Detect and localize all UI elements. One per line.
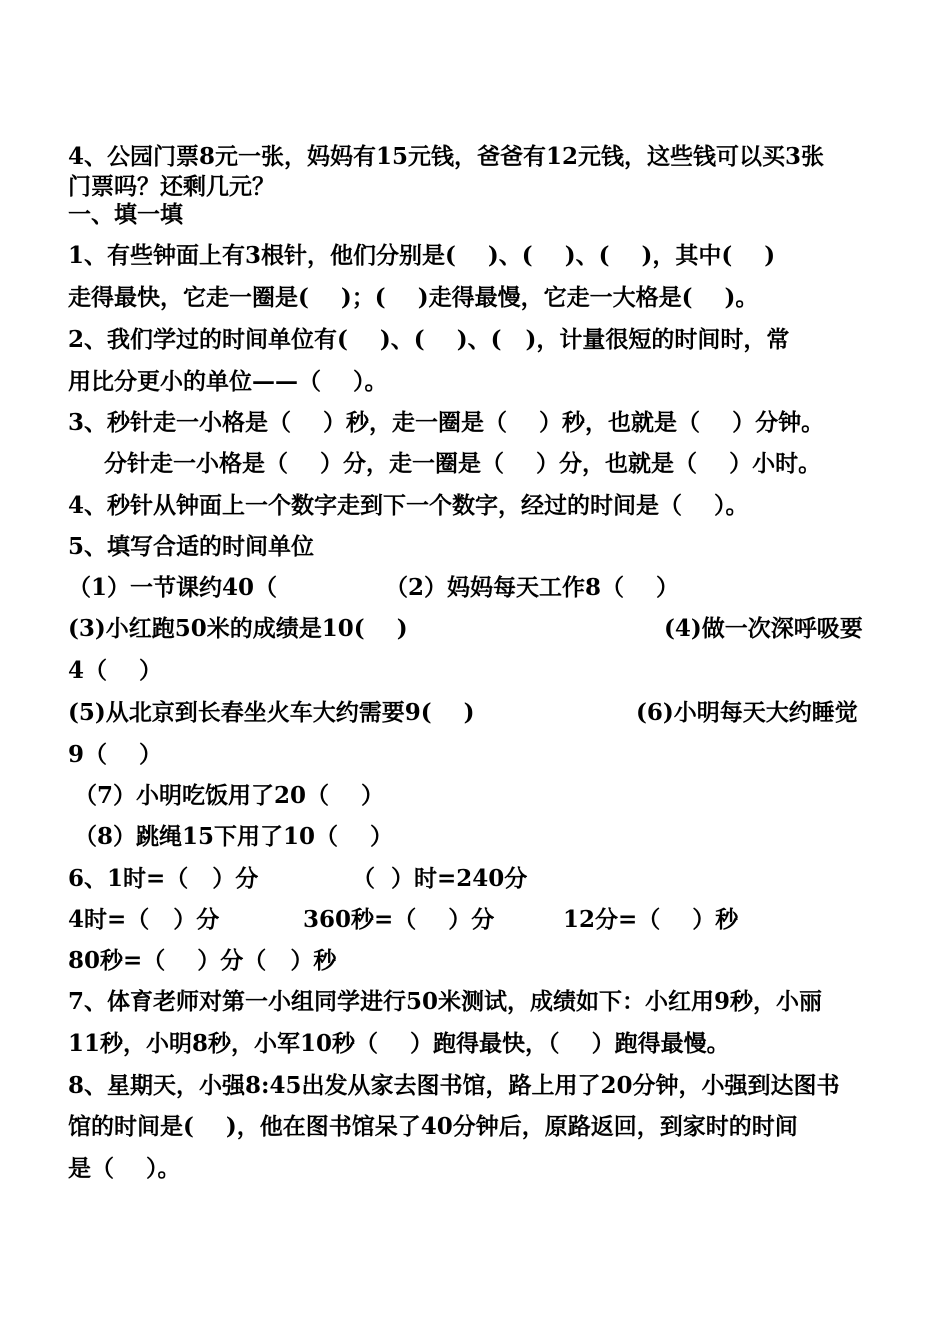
q8-line-1: 8、星期天，小强8:45出发从家去图书馆，路上用了20分钟，小强到达图书 <box>68 1072 840 1099</box>
q6-item-5: 12分=（ ）秒 <box>563 906 739 933</box>
word-problem-4-line-1: 4、公园门票8元一张，妈妈有15元钱，爸爸有12元钱，这些钱可以买3张 <box>68 143 825 170</box>
q8-line-3: 是（ ）。 <box>68 1155 181 1182</box>
q6-item-3: 4时=（ ）分 <box>68 906 220 933</box>
q3-line-1: 3、秒针走一小格是（ ）秒，走一圈是（ ）秒，也就是（ ）分钟。 <box>68 409 825 436</box>
q8-line-2: 馆的时间是( )，他在图书馆呆了40分钟后，原路返回，到家时的时间 <box>68 1113 798 1140</box>
q5-item-7: （7）小明吃饭用了20（ ） <box>74 782 385 809</box>
q5-item-2: （2）妈妈每天工作8（ ） <box>385 574 680 601</box>
q5-item-1: （1）一节课约40（ <box>68 574 278 601</box>
q5-item-5: (5)从北京到长春坐火车大约需要9( ) <box>68 699 475 726</box>
q5-item-6: (6)小明每天大约睡觉 <box>636 699 858 726</box>
q6-item-2: （ ）时=240分 <box>352 865 528 892</box>
q6-item-6: 80秒=（ ）分（ ）秒 <box>68 947 337 974</box>
section-title: 一、填一填 <box>68 201 183 228</box>
q5-item-6-continued: 9（ ） <box>68 741 163 768</box>
q5-title: 5、填写合适的时间单位 <box>68 533 315 560</box>
q7-line-1: 7、体育老师对第一小组同学进行50米测试，成绩如下：小红用9秒，小丽 <box>68 988 823 1015</box>
q7-line-2: 11秒，小明8秒，小军10秒（ ）跑得最快，（ ）跑得最慢。 <box>68 1030 730 1057</box>
q6-item-1: 6、1时=（ ）分 <box>68 865 259 892</box>
q2-line-2: 用比分更小的单位——（ ）。 <box>68 368 388 395</box>
q5-item-4: (4)做一次深呼吸要 <box>664 615 863 642</box>
q4-line-1: 4、秒针从钟面上一个数字走到下一个数字，经过的时间是（ ）。 <box>68 492 749 519</box>
q5-item-8: （8）跳绳15下用了10（ ） <box>74 823 394 850</box>
q5-item-3: (3)小红跑50米的成绩是10( ) <box>68 615 408 642</box>
q2-line-1: 2、我们学过的时间单位有( )、( )、( )，计量很短的时间时，常 <box>68 326 790 353</box>
q6-item-4: 360秒=（ ）分 <box>303 906 495 933</box>
q5-item-4-continued: 4（ ） <box>68 657 163 684</box>
q3-line-2: 分针走一小格是（ ）分，走一圈是（ ）分，也就是（ ）小时。 <box>104 450 822 477</box>
q1-line-2: 走得最快，它走一圈是( )；( )走得最慢，它走一大格是( )。 <box>68 284 759 311</box>
q1-line-1: 1、有些钟面上有3根针，他们分别是( )、( )、( )，其中( ) <box>68 242 776 269</box>
word-problem-4-line-2: 门票吗？还剩几元？ <box>68 173 275 200</box>
